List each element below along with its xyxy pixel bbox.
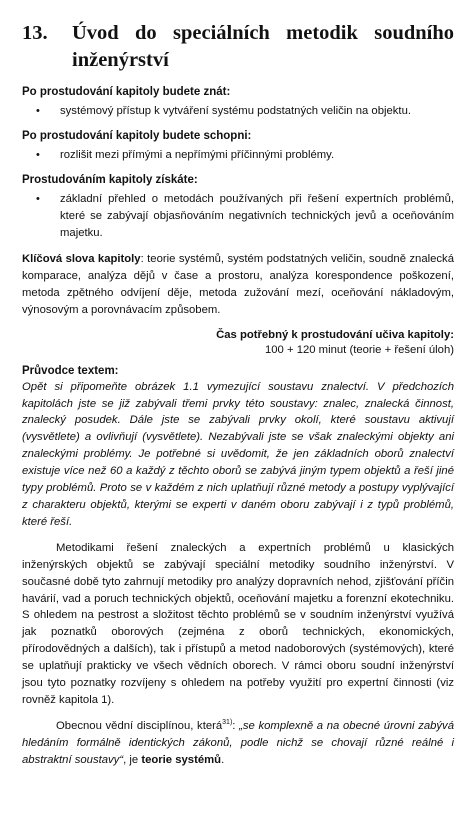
chapter-heading [22, 20, 454, 74]
list-item: • základní přehled o metodách používaných při řešení expertních problémů, které se zabývají objasňováním negativních technických jevů a oceňováním majetku. [22, 191, 454, 242]
paragraph-text: , je [123, 753, 142, 766]
keywords-label: Klíčová slova kapitoly [22, 253, 141, 265]
paragraph-text: Obecnou vědní disciplínou, která [56, 719, 223, 732]
able-list [22, 147, 454, 164]
gain-list [22, 191, 454, 242]
document-page [22, 0, 454, 769]
text-guide [22, 364, 454, 531]
study-time [22, 328, 454, 358]
body-paragraph-2 [22, 718, 454, 769]
gain-heading: Prostudováním kapitoly získáte: [22, 174, 198, 186]
able-heading: Po prostudování kapitoly budete schopni: [22, 130, 252, 142]
objectives-able [22, 129, 454, 164]
chapter-title: Úvod do speciálních metodik soudního inženýrství [72, 22, 454, 71]
definition-quote: „se komplexně a na obecné úrovni zabývá hledáním formálně identických zákonů, podle nichž se chovají různé reálné i abstraktní soustavy“ [22, 719, 454, 766]
key-term: teorie systémů [141, 753, 222, 766]
paragraph-text: : [232, 719, 240, 732]
objectives-gain [22, 173, 454, 242]
know-heading: Po prostudování kapitoly budete znát: [22, 86, 231, 98]
study-time-label: Čas potřebný k prostudování učiva kapitoly: [216, 328, 454, 341]
list-item: • rozlišit mezi přímými a nepřímými příčinnými problémy. [22, 147, 454, 164]
list-item: • systémový přístup k vytváření systému podstatných veličin na objektu. [22, 103, 454, 120]
guide-text: Opět si připomeňte obrázek 1.1 vymezující soustavu znalectví. V předchozích kapitolách jste se již zabývali třemi prvky této soustavy: znalec, znalecká činnost, znalecký posudek. Dále jste se zabývali prvky okolí, které soustavu aktivují (vysvětlete) a ovlivňují (vysvětlete). Nezabývali jste se však znaleckými objekty ani znaleckými problémy. Je potřebné si uvědomit, že jen základních oborů znalectví existuje více než 60 a každý z těchto oborů se zabývá jiným typem objektů a řeší jiné typy problémů. Proto se v každém z nich uplatňují různé metody a postupy vyplývající z charakteru objektů, kterými se experti v daném oboru zabývají i z typů problémů, které řeší. [22, 380, 454, 528]
know-list [22, 103, 454, 120]
paragraph-text: . [221, 753, 225, 766]
chapter-number: 13. [22, 22, 48, 44]
guide-heading: Průvodce textem: [22, 364, 119, 377]
keywords-paragraph [22, 251, 454, 319]
keywords-text: : teorie systémů, systém podstatných veličin, soudně znalecká komparace, analýza dějů v čase a prostoru, analýza korespondence poškození, metoda zpětného odvíjení děje, metoda zužování mezí, oceňování nákladovým, výnosovým a porovnávacím způsobem. [22, 253, 454, 316]
objectives-know [22, 85, 454, 120]
study-time-value: 100 + 120 minut (teorie + řešení úloh) [264, 343, 454, 356]
footnote-ref: 31) [222, 719, 233, 727]
body-paragraph-1: Metodikami řešení znaleckých a expertních problémů u klasických inženýrských objektů se zabývají speciální metodiky soudního inženýrství. V současné době tyto zahrnují metodiky pro analýzy dopravních nehod, zjišťování příčin havárií, vad a poruch technických objektů, oceňování majetku a forenzní ekotechniku. S ohledem na pestrost a složitost těchto problémů se v soudním inženýrství využívá jak poznatků oborových (zejména z oborů technických, ekonomických, přírodovědných a dalších), tak i přístupů a metod nadoborových (systémových), které se uplatňují prakticky ve všech vědních oborech. V rámci oboru soudní inženýrství jsou tyto poznatky rozvíjeny s ohledem na potřeby využití pro expertní činnosti (viz rovněž kapitola 1). [22, 541, 454, 706]
